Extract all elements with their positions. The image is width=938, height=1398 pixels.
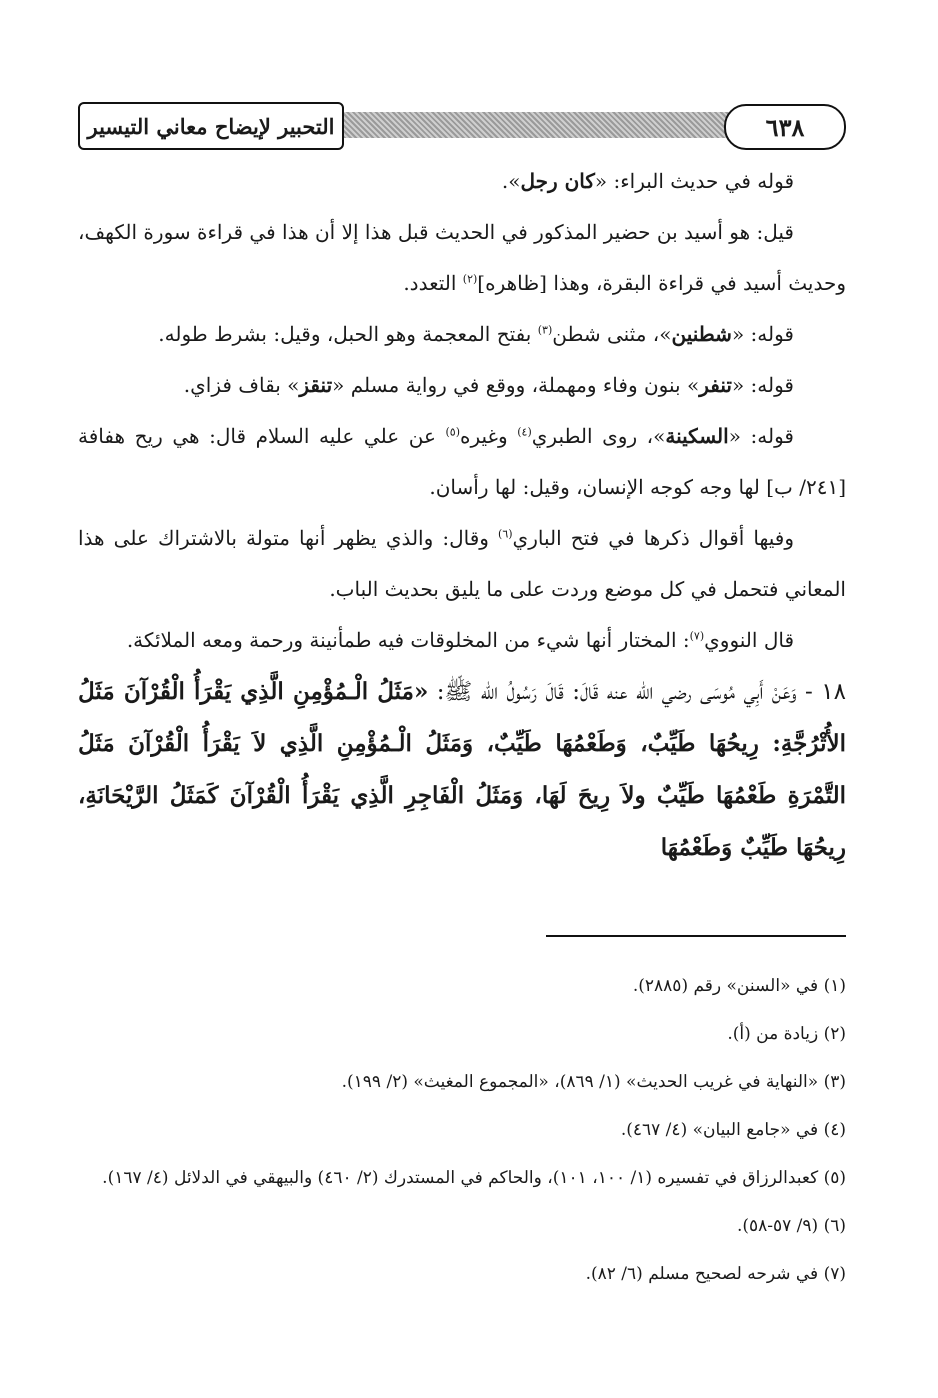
page-header xyxy=(78,100,846,152)
footnote-ref[interactable]: (٥) xyxy=(445,425,460,439)
footnote: (٧) في شرحه لصحيح مسلم (٦/ ٨٢). xyxy=(585,1264,846,1284)
book-title: التحبير لإيضاح معاني التيسير xyxy=(78,102,344,150)
paragraph: قيل: هو أسيد بن حضير المذكور في الحديث قبل هذا إلا أن هذا في قراءة سورة الكهف، وحديث أسيد في قراءة البقرة، وهذا [ظاهره]$^{(٢)}$ التعدد. xyxy=(78,220,846,295)
paragraph: قوله في حديث البراء: «كان رجل». xyxy=(501,169,794,193)
footnote: (٦) (٩/ ٥٧-٥٨). xyxy=(736,1216,846,1236)
footnote: (١) في «السنن» رقم (٢٨٨٥). xyxy=(632,976,846,996)
paragraph: قوله: «شطنين»، مثنى شطن$^{(٣)}$ بفتح المعجمة وهو الحبل، وقيل: بشرط طوله. xyxy=(158,322,794,346)
footnote-ref[interactable]: (٦) xyxy=(498,527,513,541)
main-text xyxy=(78,156,846,874)
footnote: (٤) في «جامع البيان» (٤/ ٤٦٧). xyxy=(620,1120,846,1140)
footnote: (٥) كعبدالرزاق في تفسيره (١/ ١٠٠، ١٠١)، والحاكم في المستدرك (٢/ ٤٦٠) والبيهقي في الدلائل (٤/ ١٦٧). xyxy=(102,1168,846,1188)
footnote-ref[interactable]: (٢) xyxy=(462,272,478,286)
footnote: (٢) زيادة من (أ). xyxy=(727,1024,846,1044)
footnote-separator xyxy=(546,935,846,937)
hadith-text: «مَثَلُ الْـمُؤْمِنِ الَّذِي يَقْرَأُ الْقُرْآنَ مَثَلُ الأُتْرُجَّةِ: رِيحُهَا طَيِّبٌ، وَطَعْمُهَا طَيِّبٌ، وَمَثَلُ الْـمُؤْمِنِ الَّذِي لاَ يَقْرَأُ الْقُرْآنَ مَثَلُ التَّمْرَةِ طَعْمُهَا طَيِّبٌ ولاَ رِيحَ لَهَا، وَمَثَلُ الْفَاجِرِ الَّذِي يَقْرَأُ الْقُرْآنَ كَمَثَلُ الرَّيْحَانَةِ، رِيحُهَا طَيِّبٌ وَطَعْمُهَا xyxy=(78,678,846,861)
quoted-term: السكينة xyxy=(665,424,729,448)
paragraph: قال النووي$^{(٧)}$: المختار أنها شيء من المخلوقات فيه طمأنينة ورحمة ومعه الملائكة. xyxy=(126,628,794,652)
paragraph: وفيها أقوال ذكرها في فتح الباري$^{(٦)}$ وقال: والذي يظهر أنها متولة بالاشتراك على هذا المعاني فتحمل في كل موضع وردت على ما يليق بحديث الباب. xyxy=(78,526,846,601)
paragraph: قوله: «تنفر» بنون وفاء ومهملة، ووقع في رواية مسلم «تنقز» بقاف فزاي. xyxy=(183,373,794,397)
footnote-ref[interactable]: (٧) xyxy=(689,629,705,643)
quoted-term: كان رجل xyxy=(520,169,595,193)
quoted-term: شطنين xyxy=(671,322,732,346)
hadith-intro: ١٨ - وَعَنْ أَبِي مُوسَى رضي الله عنه قَالَ: قَالَ رَسُولُ الله ﷺ: xyxy=(428,679,846,705)
footnote: (٣) «النهاية في غريب الحديث» (١/ ٨٦٩)، «المجموع المغيث» (٢/ ١٩٩). xyxy=(341,1072,846,1092)
hadith-paragraph xyxy=(78,666,846,874)
footnotes xyxy=(78,962,846,1298)
footnote-ref[interactable]: (٤) xyxy=(517,425,532,439)
paragraph: قوله: «السكينة»، روى الطبري$^{(٤)}$ وغيره$^{(٥)}$ عن علي عليه السلام قال: هي ريح هفافة [٢٤١/ ب] لها وجه كوجه الإنسان، وقيل: لها رأسان. xyxy=(78,424,846,499)
quoted-term: تنفر xyxy=(699,373,732,397)
quoted-term: تنقز xyxy=(299,373,333,397)
footnote-ref[interactable]: (٣) xyxy=(537,323,553,337)
page-number: ٦٣٨ xyxy=(724,104,846,150)
